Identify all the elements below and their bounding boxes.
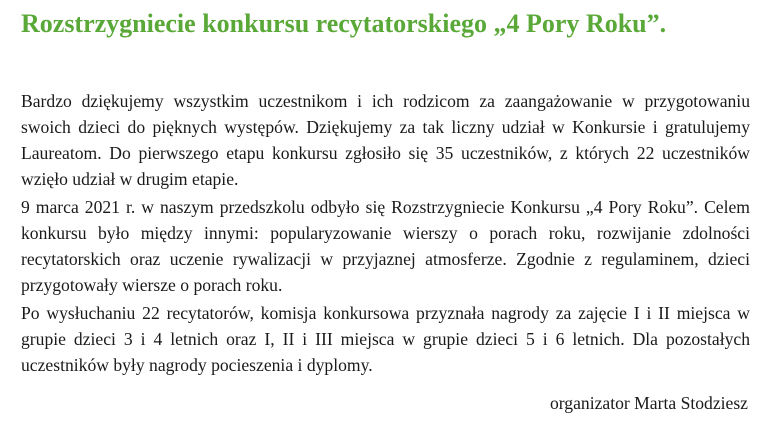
article bbox=[21, 0, 776, 413]
paragraph-event: 9 marca 2021 r. w naszym przedszkolu odbyło się Rozstrzygniecie Konkursu „4 Pory Roku”. Celem konkursu było między innymi: popularyzowanie wierszy o porach roku, rozwijanie zdolności recytatorskich oraz uczenie rywalizacji w przyjaznej atmosferze. Zgodnie z regulaminem, dzieci przygotowały wiersze o porach roku. bbox=[21, 197, 750, 295]
paragraph-thanks: Bardzo dziękujemy wszystkim uczestnikom i ich rodzicom za zaangażowanie w przygotowaniu swoich dzieci do pięknych występów. Dziękujemy za tak liczny udział w Konkursie i gratulujemy Laureatom. Do pierwszego etapu konkursu zgłosiło się 35 uczestników, z których 22 uczestników wzięło udział w drugim etapie. bbox=[21, 91, 750, 189]
paragraph-results: Po wysłuchaniu 22 recytatorów, komisja konkursowa przyznała nagrody za zajęcie I i II miejsca w grupie dzieci 3 i 4 letnich oraz I, II i III miejsca w grupie dzieci 5 i 6 letnich. Dla pozostałych uczestników były nagrody pocieszenia i dyplomy. bbox=[21, 303, 750, 375]
article-title: Rozstrzygniecie konkursu recytatorskiego „4 Pory Roku”. bbox=[21, 9, 667, 38]
signature: organizator Marta Stodziesz bbox=[549, 393, 748, 413]
